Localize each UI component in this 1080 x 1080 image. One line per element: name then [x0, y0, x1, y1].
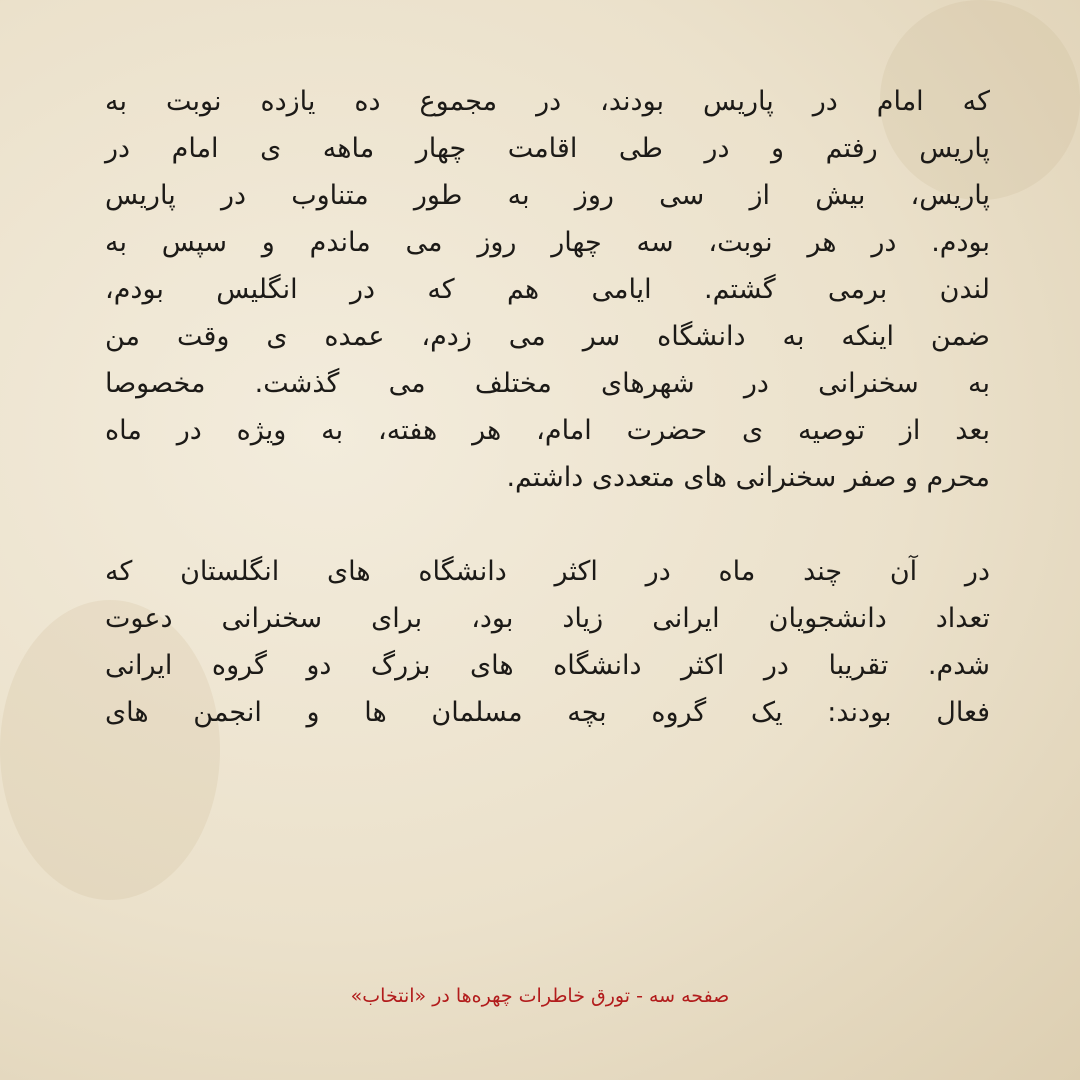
paragraph-gap [105, 501, 990, 548]
text-line: محرم و صفر سخنرانی های متعددی داشتم. [506, 462, 990, 493]
text-line: که امام در پاریس بودند، در مجموع ده یازده نوبت به [105, 86, 990, 117]
text-line: ضمن اینکه به دانشگاه سر می زدم، عمده ی وقت من [105, 321, 990, 352]
paragraph-1 [105, 78, 990, 501]
text-line: بودم. در هر نوبت، سه چهار روز می ماندم و سپس به [105, 227, 990, 258]
text-line: پاریس، بیش از سی روز به طور متناوب در پاریس [105, 180, 990, 211]
article-body [105, 78, 990, 736]
text-line: به سخنرانی در شهرهای مختلف می گذشت. مخصوصا [105, 368, 990, 399]
text-line: لندن برمی گشتم. ایامی هم که در انگلیس بودم، [105, 274, 990, 305]
text-line: پاریس رفتم و در طی اقامت چهار ماهه ی امام در [105, 133, 990, 164]
text-line: در آن چند ماه در اکثر دانشگاه های انگلستان که [105, 556, 990, 587]
text-line: فعال بودند: یک گروه بچه مسلمان ها و انجمن های [105, 697, 990, 728]
text-line: شدم. تقریبا در اکثر دانشگاه های بزرگ دو گروه ایرانی [105, 650, 990, 681]
text-line: بعد از توصیه ی حضرت امام، هر هفته، به ویژه در ماه [105, 415, 990, 446]
text-line: تعداد دانشجویان ایرانی زیاد بود، برای سخنرانی دعوت [105, 603, 990, 634]
page-footer: صفحه سه - تورق خاطرات چهره‌ها در «انتخاب» [350, 985, 730, 1007]
paragraph-2 [105, 548, 990, 736]
